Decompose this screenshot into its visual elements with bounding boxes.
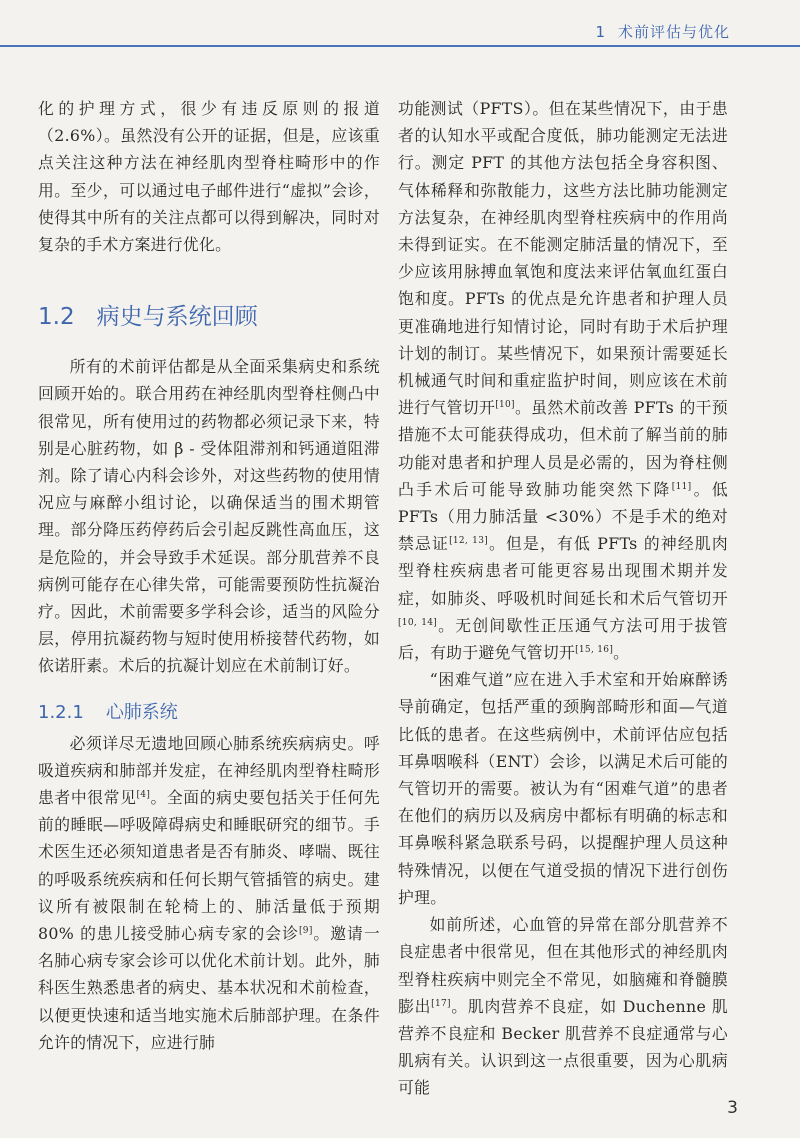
left-paragraph-2: 所有的术前评估都是从全面采集病史和系统回顾开始的。联合用药在神经肌肉型脊柱侧凸中很常见，所有使用过的药物都必须记录下来，特别是心脏药物，如 β - 受体阻滞剂和钙通道阻滞剂。除了请心内科会诊外，对这些药物的使用情况应与麻醉小组讨论，以确保适当的围术期管理。部分降压药停药后会引起反跳性高血压，这是危险的，并会导致手术延误。部分肌营养不良病例可能存在心律失常，可能需要预防性抗凝治疗。因此，术前需要多学科会诊，适当的风险分层，停用抗凝药物与短时使用桥接替代药物，如依诺肝素。术后的抗凝计划应在术前制订好。 [38,357,380,676]
section-title: 病史与系统回顾 [96,304,258,331]
subsection-title: 心肺系统 [105,701,178,723]
citation: [12, 13] [449,536,489,547]
text-run: 如前所述，心血管的异常在部分肌营养不良症患者中很常见，但在其他形式的神经肌肉型脊柱疾病中则完全不常见，如脑瘫和脊髓膜膨出 [398,915,728,1016]
right-paragraph-3 [398,911,728,1101]
subsection-heading [38,698,380,724]
citation: [9] [298,926,313,937]
page-number: 3 [727,1098,738,1118]
right-column [398,95,728,1102]
left-paragraph-3 [38,730,380,1056]
text-run: 功能测试（PFTS）。但在某些情况下，由于患者的认知水平或配合度低，肺功能测定无法进行。测定 PFT 的其他方法包括全身容积图、气体稀释和弥散能力，这些方法比肺功能测定方法复杂，在神经肌肉型脊柱疾病中的作用尚未得到证实。在不能测定肺活量的情况下，至少应该用脉搏血氧饱和度法来评估氧血红蛋白饱和度。PFTs 的优点是允许患者和护理人员更准确地进行知情讨论，同时有助于术后护理计划的制订。某些情况下，如果预计需要延长机械通气时间和重症监护时间，则应该在术前进行气管切开 [398,99,728,418]
citation: [15, 16] [575,645,614,656]
right-paragraph-2: “困难气道”应在进入手术室和开始麻醉诱导前确定，包括严重的颈胸部畸形和面—气道比低的患者。在这些病例中，术前评估应包括耳鼻咽喉科（ENT）会诊，以满足术后可能的气管切开的需要。被认为有“困难气道”的患者在他们的病历以及病房中都标有明确的标志和耳鼻喉科紧急联系号码，以提醒护理人员这种特殊情况，以便在气道受损的情况下进行创伤护理。 [398,670,728,907]
text-run: 。低 PFTs（用力肺活量 <30%）不是手术的绝对禁忌证 [398,479,728,554]
subsection-number: 1.2.1 [38,701,84,723]
section-number: 1.2 [38,304,75,331]
text-run: 。但是，有低 PFTs 的神经肌肉型脊柱疾病患者可能更容易出现围术期并发症，如肺炎、呼吸机时间延长和术后气管切开 [398,534,728,608]
text-run: 。无创间歇性正压通气方法可用于拔管后，有助于避免气管切开 [398,615,728,663]
running-header-title [595,21,730,42]
text-run: 。 [613,643,630,663]
left-paragraph-1: 化的护理方式，很少有违反原则的报道（2.6%）。虽然没有公开的证据，但是，应该重点关注这种方法在神经肌肉型脊柱畸形中的作用。至少，可以通过电子邮件进行“虚拟”会诊，使得其中所有的关注点都可以得到解决，同时对复杂的手术方案进行优化。 [38,99,380,255]
section-heading [38,298,380,331]
chapter-title: 术前评估与优化 [617,23,730,41]
text-run: 。肌肉营养不良症，如 Duchenne 肌营养不良症和 Becker 肌营养不良症通常与心肌病有关。认识到这一点很重要，因为心肌病可能 [398,996,728,1098]
left-column [38,95,380,1056]
text-run: 必须详尽无遗地回顾心肺系统疾病病史。呼吸道疾病和肺部并发症，在神经肌肉型脊柱畸形患者中很常见 [38,733,380,808]
chapter-number: 1 [595,23,606,41]
citation: [10] [495,400,515,411]
text-run: 。邀请一名肺心病专家会诊可以优化术前计划。此外，肺科医生熟悉患者的病史、基本状况和术前检查，以便更快速和适当地实施术后肺部护理。在条件允许的情况下，应进行肺 [38,924,380,1052]
text-run: 。虽然术前改善 PFTs 的干预措施不太可能获得成功，但术前了解当前的肺功能对患者和护理人员是必需的，因为脊柱侧凸手术后可能导致肺功能突然下降 [398,398,728,499]
citation: [11] [671,481,692,492]
citation: [4] [136,790,151,801]
citation: [10, 14] [398,617,438,628]
header-rule [0,45,800,47]
text-run: 。全面的病史要包括关于任何先前的睡眠—呼吸障碍病史和睡眠研究的细节。手术医生还必须知道患者是否有肺炎、哮喘、既往的呼吸系统疾病和任何长期气管插管的病史。建议所有被限制在轮椅上的、肺活量低于预期 80% 的患儿接受肺心病专家的会诊 [38,788,380,944]
right-paragraph-1 [398,95,728,666]
citation: [17] [431,998,451,1009]
